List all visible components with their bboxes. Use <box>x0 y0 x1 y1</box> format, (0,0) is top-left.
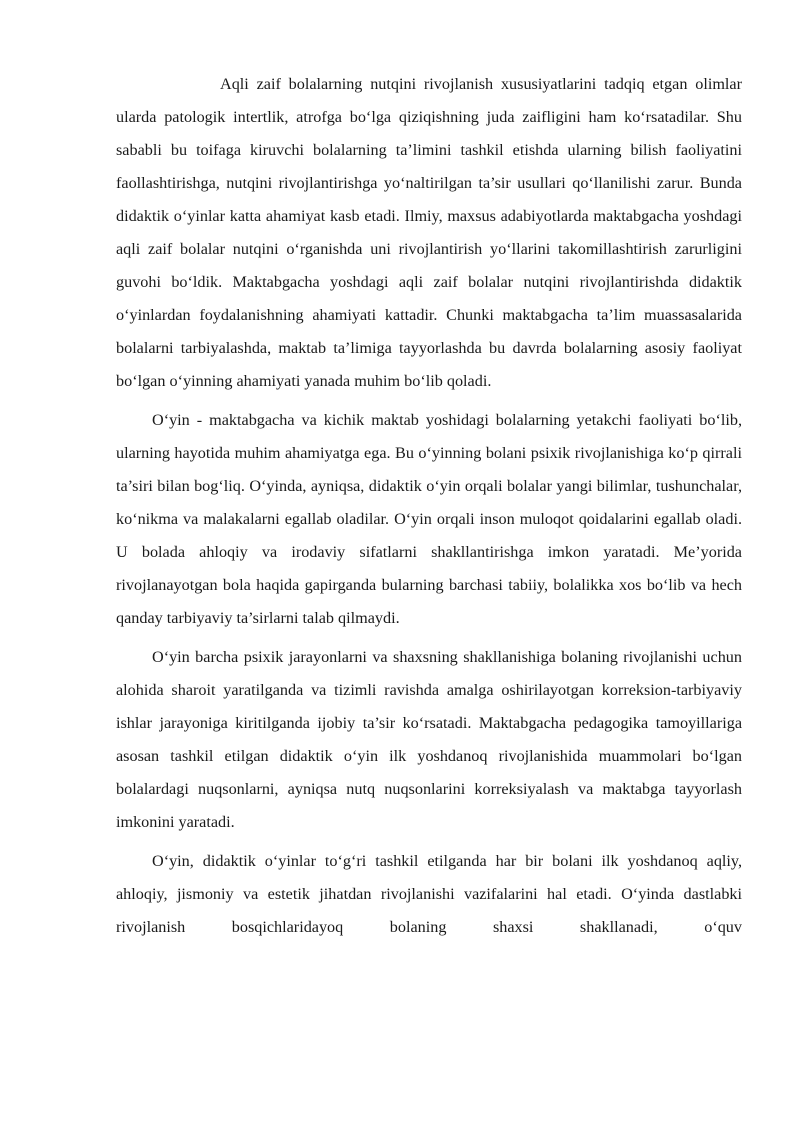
paragraph-4: O‘yin, didaktik o‘yinlar to‘g‘ri tashkil etilganda har bir bolani ilk yoshdanoq aqliy, ahloqiy, jismoniy va estetik jihatdan rivojlanishi vazifalarini hal etadi. O‘yinda dastlabki rivojlanish bosqichlaridayoq bolaning shaxsi shakllanadi, o‘quv <box>116 852 742 936</box>
document-page <box>116 68 742 944</box>
paragraph-3: O‘yin barcha psixik jarayonlarni va shaxsning shakllanishiga bolaning rivojlanishi uchun alohida sharoit yaratilganda va tizimli ravishda amalga oshirilayotgan korreksion-tarbiyaviy ishlar jarayoniga kiritilganda ijobiy ta’sir ko‘rsatadi. Maktabgacha pedagogika tamoyillariga asosan tashkil etilgan didaktik o‘yin ilk yoshdanoq rivojlanishida muammolari bo‘lgan bolalardagi nuqsonlarni, ayniqsa nutq nuqsonlarini korreksiyalash va maktabga tayyorlash imkonini yaratadi. <box>116 648 742 831</box>
paragraph-2: O‘yin - maktabgacha va kichik maktab yoshidagi bolalarning yetakchi faoliyati bo‘lib, ularning hayotida muhim ahamiyatga ega. Bu o‘yinning bolani psixik rivojlanishiga ko‘p qirrali ta’siri bilan bog‘liq. O‘yinda, ayniqsa, didaktik o‘yin orqali bolalar yangi bilimlar, tushunchalar, ko‘nikma va malakalarni egallab oladilar. O‘yin orqali inson muloqot qoidalarini egallab oladi. U bolada ahloqiy va irodaviy sifatlarni shakllantirishga imkon yaratadi. Me’yorida rivojlanayotgan bola haqida gapirganda bularning barchasi tabiiy, bolalikka xos bo‘lib va hech qanday tarbiyaviy ta’sirlarni talab qilmaydi. <box>116 411 742 627</box>
paragraph-1: Aqli zaif bolalarning nutqini rivojlanish xususiyatlarini tadqiq etgan olimlar ularda patologik intertlik, atrofga bo‘lga qiziqishning juda zaifligini ham ko‘rsatadilar. Shu sababli bu toifaga kiruvchi bolalarning ta’limini tashkil etishda ularning bilish faoliyatini faollashtirishga, nutqini rivojlantirishga yo‘naltirilgan ta’sir usullari qo‘llanilishi zarur. Bunda didaktik o‘yinlar katta ahamiyat kasb etadi. Ilmiy, maxsus adabiyotlarda maktabgacha yoshdagi aqli zaif bolalar nutqini o‘rganishda uni rivojlantirish yo‘llarini takomillashtirish zarurligini guvohi bo‘ldik. Maktabgacha yoshdagi aqli zaif bolalar nutqini rivojlantirishda didaktik o‘yinlardan foydalanishning ahamiyati kattadir. Chunki maktabgacha ta’lim muassasalarida bolalarni tarbiyalashda, maktab ta’limiga tayyorlashda bu davrda bolalarning asosiy faoliyat bo‘lgan o‘yinning ahamiyati yanada muhim bo‘lib qoladi. <box>116 75 742 390</box>
